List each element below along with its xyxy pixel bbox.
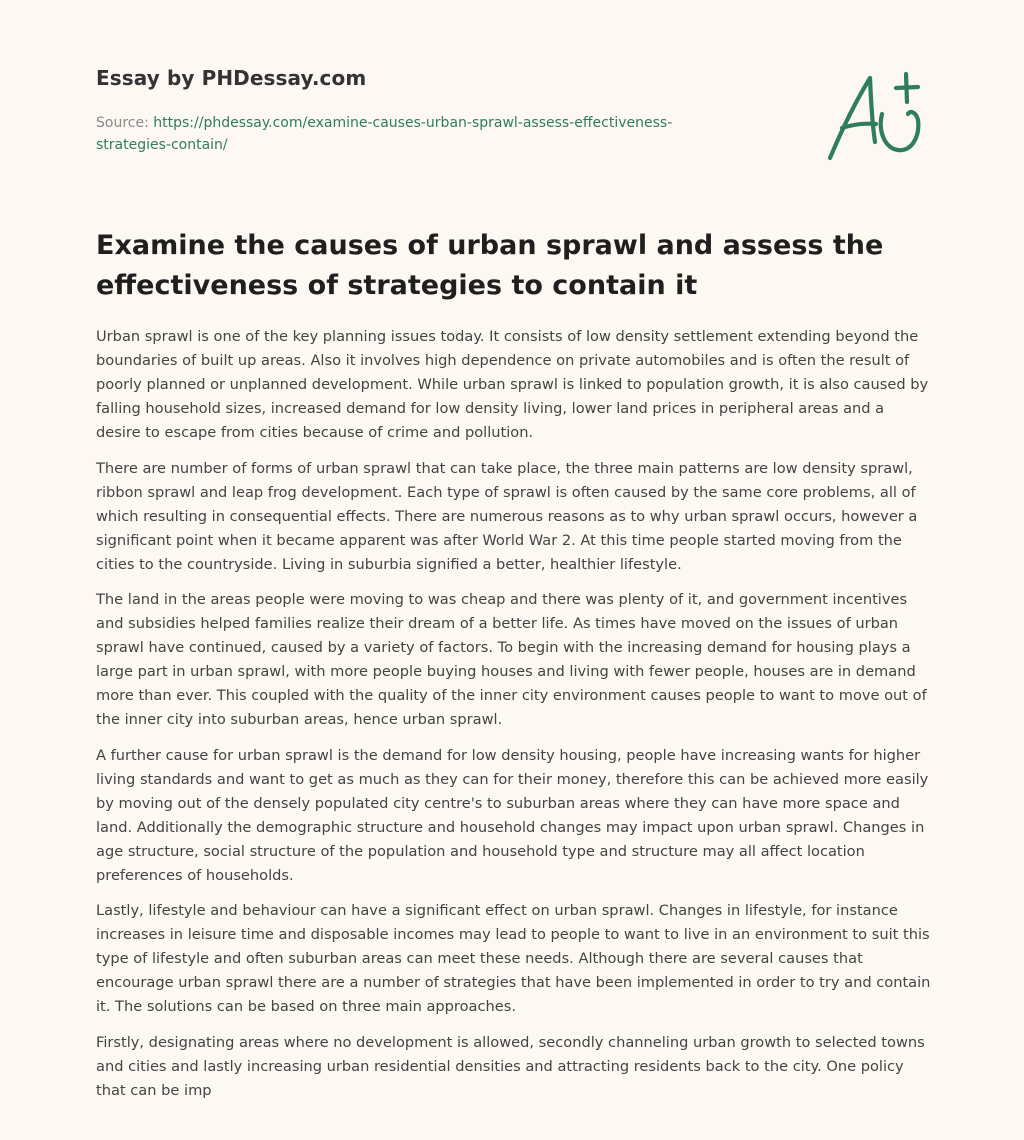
source-label: Source: [96, 115, 154, 131]
source-link[interactable]: https://phdessay.com/examine-causes-urban-sprawl-assess-effectiveness-strategies-contain/ [96, 115, 673, 153]
essay-paragraph: The land in the areas people were moving to was cheap and there was plenty of it, and government incentives and subsidies helped families realize their dream of a better life. As times have moved on the issues of urban sprawl have continued, caused by a variety of factors. To begin with the increasing demand for housing plays a large part in urban sprawl, with more people buying houses and living with fewer people, houses are in demand more than ever. This coupled with the quality of the inner city environment causes people to want to move out of the inner city into suburban areas, hence urban sprawl. [96, 591, 927, 728]
essay-paragraph: Firstly, designating areas where no development is allowed, secondly channeling urban growth to selected towns and cities and lastly increasing urban residential densities and attracting residents back to the city. One policy that can be imp [96, 1033, 925, 1099]
essay-paragraph: A further cause for urban sprawl is the demand for low density housing, people have increasing wants for higher living standards and want to get as much as they can for their money, therefore this can be achieved more easily by moving out of the densely populated city centre's to suburban areas where they can have more space and land. Additionally the demographic structure and household changes may impact upon urban sprawl. Changes in age structure, social structure of the population and household type and structure may all affect location preferences of households. [96, 746, 929, 884]
source-line [96, 112, 736, 156]
a-plus-grade-icon [818, 66, 930, 166]
essay-paragraph: Urban sprawl is one of the key planning issues today. It consists of low density settlement extending beyond the boundaries of built up areas. Also it involves high dependence on private automobiles and is often the result of poorly planned or unplanned development. While urban sprawl is linked to population growth, it is also caused by falling household sizes, increased demand for low density living, lower land prices in peripheral areas and a desire to escape from cities because of crime and pollution. [96, 328, 929, 441]
essay-paragraph: There are number of forms of urban sprawl that can take place, the three main patterns are low density sprawl, ribbon sprawl and leap frog development. Each type of sprawl is often caused by the same core problems, all of which resulting in consequential effects. There are numerous reasons as to why urban sprawl occurs, however a significant point when it became apparent was after World War 2. At this time people started moving from the cities to the countryside. Living in suburbia signified a better, healthier lifestyle. [96, 459, 918, 573]
site-brand: Essay by PHDessay.com [96, 66, 367, 90]
essay-body [96, 325, 932, 1114]
essay-title: Examine the causes of urban sprawl and assess the effectiveness of strategies to contain it [96, 230, 884, 301]
essay-paragraph: Lastly, lifestyle and behaviour can have a significant effect on urban sprawl. Changes in lifestyle, for instance increases in leisure time and disposable incomes may lead to people to want to live in an environment to suit this type of lifestyle and often suburban areas can meet these needs. Although there are several causes that encourage urban sprawl there are a number of strategies that have been implemented in order to try and contain it. The solutions can be based on three main approaches. [96, 902, 931, 1015]
